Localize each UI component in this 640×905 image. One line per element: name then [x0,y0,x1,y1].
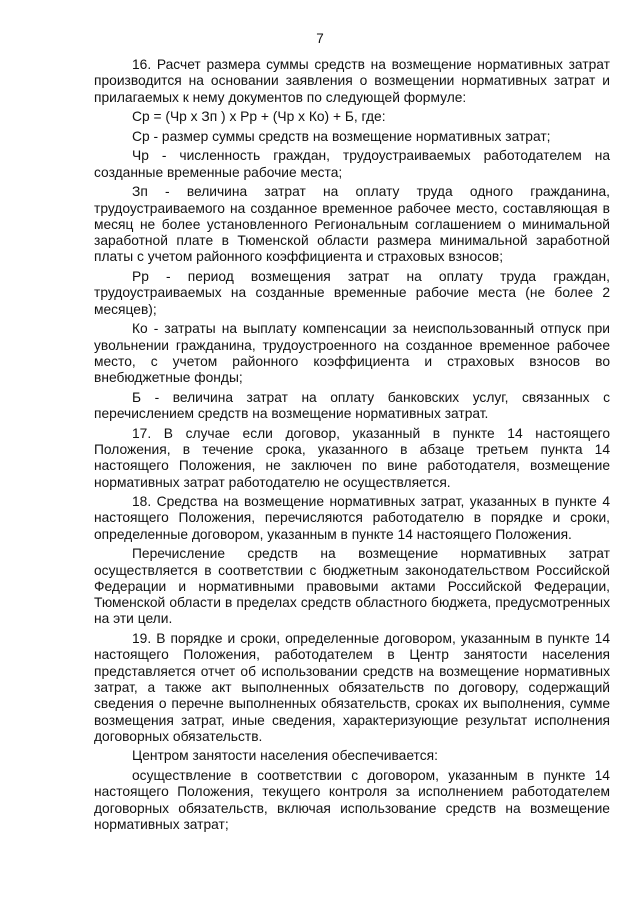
paragraph-16: 16. Расчет размера суммы средств на возмещение нормативных затрат производится на основании заявления о возмещении нормативных затрат и прилагаемых к нему документов по следующей формуле: [94,57,610,105]
paragraph-transfer: Перечисление средств на возмещение нормативных затрат осуществляется в соответствии с бюджетным законодательством Российской Федерации и нормативными правовыми актами Российской Федерации, Тюменской области в пределах средств областного бюджета, предусмотренных на эти цели. [94,546,610,627]
paragraph-18: 18. Средства на возмещение нормативных затрат, указанных в пункте 4 настоящего Положения, перечисляются работодателю в порядке и сроки, определенные договором, указанным в пункте 14 настоящего Положения. [94,494,610,542]
definition-rr: Рр - период возмещения затрат на оплату труда граждан, трудоустраиваемых на созданные временные рабочие места (не более 2 месяцев); [94,269,610,317]
definition-sr: Ср - размер суммы средств на возмещение нормативных затрат; [132,128,551,144]
document-body [94,57,610,837]
definition-chr: Чр - численность граждан, трудоустраиваемых работодателем на созданные временные рабочие места; [94,148,610,180]
page-number: 7 [316,31,324,46]
definition-b: Б - величина затрат на оплату банковских услуг, связанных с перечислением средств на возмещение нормативных затрат. [94,389,610,422]
paragraph-control: осуществление в соответствии с договором, указанным в пункте 14 настоящего Положения, текущего контроля за исполнением работодателем договорных обязательств, включая использование средств на возмещение нормативных затрат; [94,768,610,832]
definition-ko: Ко - затраты на выплату компенсации за неиспользованный отпуск при увольнении гражданина, трудоустроенного на созданное временное рабочее место, с учетом районного коэффициента и страховых взносов во внебюджетные фонды; [94,321,610,386]
paragraph-center-provides: Центром занятости населения обеспечивается: [132,748,438,764]
paragraph-19: 19. В порядке и сроки, определенные договором, указанным в пункте 14 настоящего Положения, работодателем в Центр занятости населения представляется отчет об использовании средств на возмещение нормативных затрат, а также акт выполненных обязательств по договору, содержащий сведения о перечне выполненных обязательств, сроках их выполнения, сумме возмещения затрат, иные сведения, характеризующие результат исполнения договорных обязательств. [94,631,610,744]
paragraph-17: 17. В случае если договор, указанный в пункте 14 настоящего Положения, в течение срока, указанного в абзаце третьем пункта 14 настоящего Положения, не заключен по вине работодателя, возмещение нормативных затрат работодателю не осуществляется. [94,425,610,490]
formula: Ср = (Чр х Зп ) х Рр + (Чр х Ко) + Б, где: [132,109,386,125]
definition-zp: Зп - величина затрат на оплату труда одного гражданина, трудоустраиваемого на созданное временное рабочее место, составляющая в месяц не более установленного Региональным соглашением о минимальной заработной плате в Тюменской области размера минимальной заработной платы с учетом районного коэффициента и страховых взносов; [94,184,610,265]
